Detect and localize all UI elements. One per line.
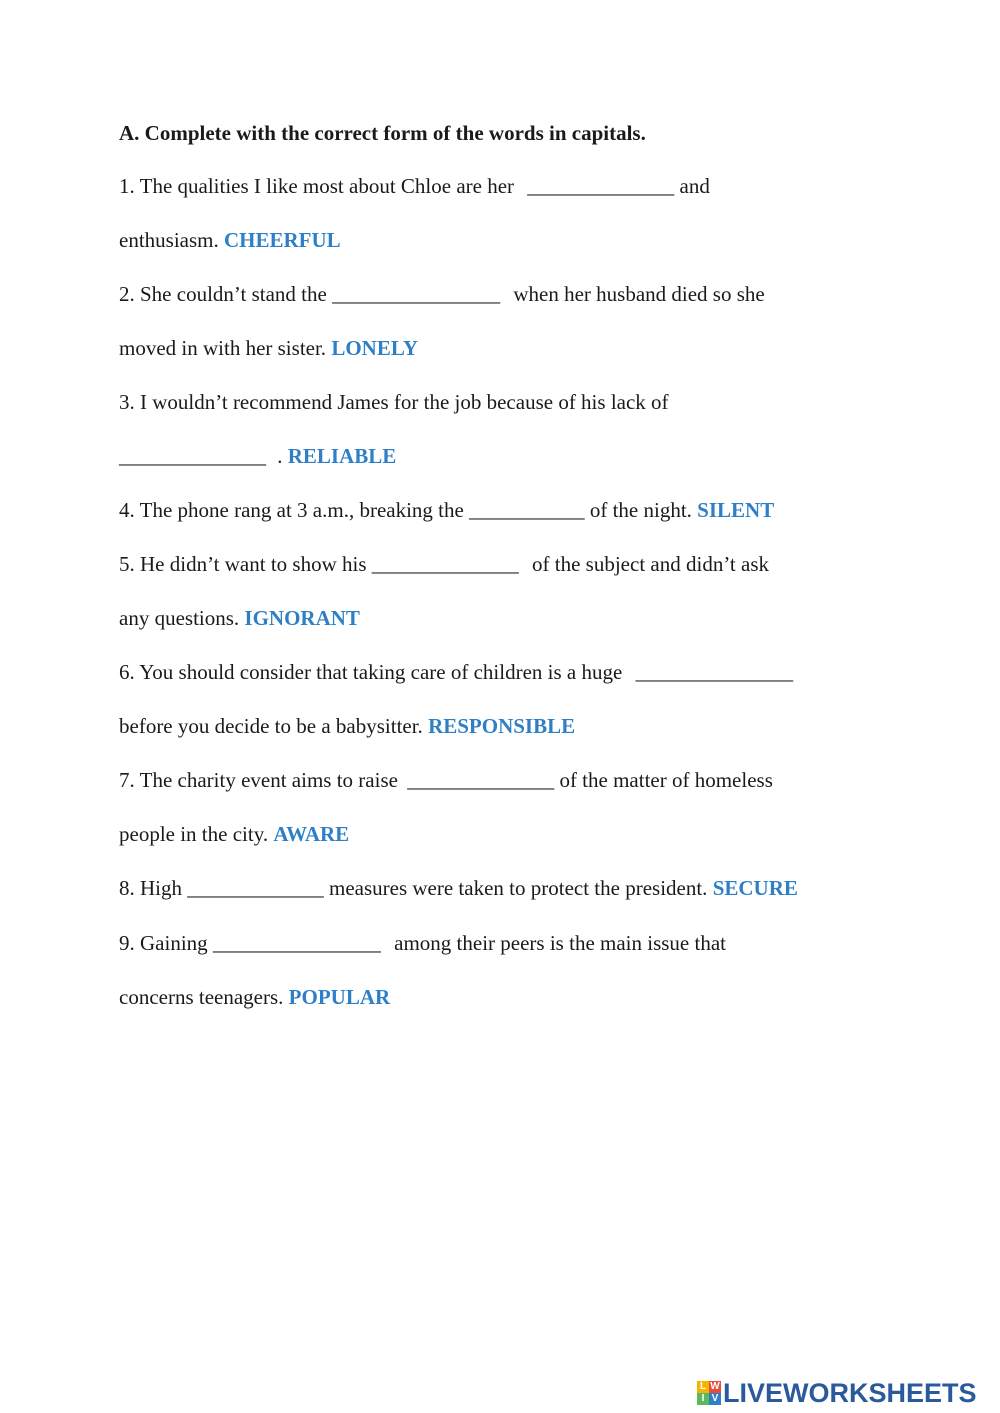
- line-16: [119, 982, 390, 1012]
- line-2: [119, 225, 341, 255]
- capital-word: IGNORANT: [244, 606, 360, 630]
- line-text: enthusiasm.: [119, 228, 224, 252]
- answer-blank[interactable]: ______________: [527, 174, 675, 198]
- line-text: among their peers is the main issue that: [388, 931, 726, 955]
- line-text: 4. The phone rang at 3 a.m., breaking the: [119, 498, 470, 522]
- line-text: when her husband died so she: [508, 282, 765, 306]
- line-text: 2. She couldn’t stand the: [119, 282, 333, 306]
- line-text: of the subject and didn’t ask: [526, 552, 770, 576]
- answer-blank[interactable]: ________________: [332, 282, 501, 306]
- line-text: concerns teenagers.: [119, 985, 289, 1009]
- line-13: [119, 819, 349, 849]
- line-text: 8. High: [119, 876, 188, 900]
- line-3: [119, 279, 765, 309]
- line-text: measures were taken to protect the president.: [323, 876, 713, 900]
- line-text: 6. You should consider that taking care of children is a huge: [119, 660, 628, 684]
- line-text: moved in with her sister.: [119, 336, 332, 360]
- line-text: 9. Gaining: [119, 931, 213, 955]
- logo-text: LIVEWORKSHEETS: [723, 1377, 977, 1408]
- line-text: 3. I wouldn’t recommend James for the job because of his lack of: [119, 390, 669, 414]
- line-14: [119, 873, 798, 903]
- line-9: [119, 603, 360, 633]
- line-7: [119, 495, 774, 525]
- capital-word: SILENT: [697, 498, 775, 522]
- line-text: 5. He didn’t want to show his: [119, 552, 372, 576]
- capital-word: RESPONSIBLE: [428, 714, 576, 738]
- capital-word: SECURE: [712, 876, 798, 900]
- answer-blank[interactable]: ___________: [469, 498, 585, 522]
- line-10: [119, 657, 793, 687]
- line-5: [119, 387, 669, 417]
- line-text: 7. The charity event aims to raise: [119, 768, 404, 792]
- logo-mark-icon: [697, 1381, 721, 1405]
- line-6: [119, 441, 396, 471]
- line-11: [119, 711, 575, 741]
- answer-blank[interactable]: ______________: [371, 552, 519, 576]
- line-text: .: [272, 444, 288, 468]
- line-text: and: [674, 174, 710, 198]
- liveworksheets-logo: [697, 1377, 977, 1409]
- logo-mark-tile: L: [697, 1381, 709, 1393]
- line-text: any questions.: [119, 606, 245, 630]
- logo-mark-tile: V: [709, 1393, 721, 1405]
- line-text: of the matter of homeless: [554, 768, 773, 792]
- answer-blank[interactable]: ________________: [212, 931, 381, 955]
- answer-blank[interactable]: _______________: [635, 660, 794, 684]
- line-text: of the night.: [584, 498, 698, 522]
- line-1: [119, 171, 710, 201]
- line-4: [119, 333, 418, 363]
- line-text: 1. The qualities I like most about Chloe are her: [119, 174, 520, 198]
- capital-word: CHEERFUL: [224, 228, 341, 252]
- capital-word: RELIABLE: [287, 444, 397, 468]
- line-text: people in the city.: [119, 822, 274, 846]
- logo-mark-tile: W: [710, 1381, 720, 1392]
- answer-blank[interactable]: ______________: [119, 444, 266, 468]
- capital-word: AWARE: [273, 822, 350, 846]
- line-text: before you decide to be a babysitter.: [119, 714, 429, 738]
- answer-blank[interactable]: _____________: [187, 876, 324, 900]
- line-15: [119, 928, 726, 958]
- exercise-heading: A. Complete with the correct form of the words in capitals.: [119, 121, 646, 145]
- logo-mark-tile: I: [697, 1393, 709, 1405]
- answer-blank[interactable]: ______________: [407, 768, 555, 792]
- capital-word: LONELY: [331, 336, 419, 360]
- line-8: [119, 549, 769, 579]
- capital-word: POPULAR: [288, 985, 391, 1009]
- line-12: [119, 765, 773, 795]
